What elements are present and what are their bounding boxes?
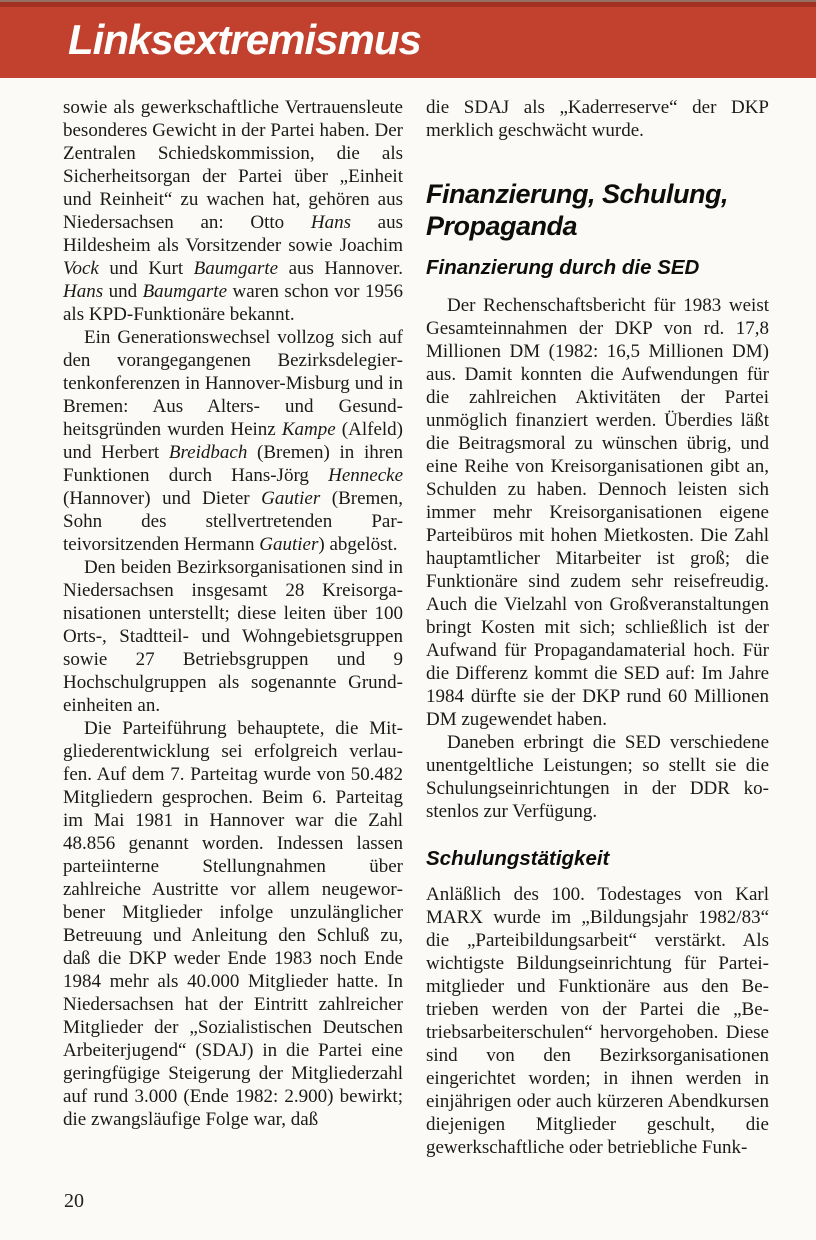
body-paragraph: sowie als gewerkschaftliche Vertrauensleute besonderes Gewicht in der Partei haben. Der Zentralen Schiedskommission, die als Sicherheitsorgan der Partei über „Einheit und Reinheit“ zu wachen hat, gehören aus Niedersachsen an: Otto Hans aus Hildesheim als Vorsitzender sowie Joachim Vock und Kurt Baumgarte aus Hannover. Hans und Baumgarte waren schon vor 1956 als KPD-Funktionäre bekannt. xyxy=(63,97,404,325)
section-heading-finanzierung-schulung-propaganda: Finanzierung, Schulung, Propaganda xyxy=(426,179,728,241)
body-paragraph: die SDAJ als „Kaderreserve“ der DKP merklich geschwächt wurde. xyxy=(426,97,769,141)
page-title: Linksextremismus xyxy=(68,16,421,63)
scan-edge-line xyxy=(0,0,816,2)
body-paragraph: Den beiden Bezirksorganisationen sind in Niedersachsen insgesamt 28 Kreisorganisationen unterstellt; diese leiten über 100 Orts-, Stadtteil- und Wohngebietsgruppen sowie 27 Betriebsgruppen und 9 Hochschulgruppen als sogenannte Grundeinheiten an. xyxy=(63,557,403,716)
body-paragraph: Der Rechenschaftsbericht für 1983 weist Gesamteinnahmen der DKP von rd. 17,8 Millionen DM (1982: 16,5 Millionen DM) aus. Damit konnten die Aufwendungen für die zahlreichen Aktivitäten der Partei unmöglich finanziert werden. Überdies läßt die Beitragsmoral zu wünschen übrig, und eine Reihe von Kreisorganisationen gibt an, Schulden zu haben. Dennoch leisten sich immer mehr Kreisorganisationen eigene Parteibüros mit hohen Mietkosten. Die Zahl hauptamtlicher Mitarbeiter ist groß; die Funktionäre sind zudem sehr reisefreudig. Auch die Vielzahl von Großveranstaltungen bringt Kosten mit sich; schließlich ist der Aufwand für Propagandamaterial hoch. Für die Differenz kommt die SED auf: Im Jahre 1984 dürfte sie der DKP rund 60 Millionen DM zugewendet haben. xyxy=(426,295,769,730)
two-column-text-area xyxy=(63,96,769,1159)
body-paragraph: Die Parteiführung behauptete, die Mitgliederentwicklung sei erfolgreich verlaufen. Auf dem 7. Parteitag wurde von 50.482 Mitgliedern gesprochen. Beim 6. Parteitag im Mai 1981 in Hannover war die Zahl 48.856 genannt worden. Indessen lassen parteiinterne Stellungnahmen über zahlreiche Austritte vor allem neugeworbener Mitglieder infolge unzulänglicher Betreuung und Anleitung den Schluß zu, daß die DKP weder Ende 1983 noch Ende 1984 mehr als 40.000 Mitglieder hatte. In Niedersachsen hat der Eintritt zahlreicher Mitglieder der „Sozialistischen Deutschen Arbeiterjugend“ (SDAJ) in die Partei eine geringfügige Steigerung der Mitgliederzahl auf rund 3.000 (Ende 1982: 2.900) bewirkt; die zwangsläufige Folge war, daß xyxy=(63,718,403,1130)
right-column xyxy=(426,96,769,1159)
body-paragraph: Daneben erbringt die SED verschiedene unentgeltliche Leistungen; so stellt sie die Schulungseinrichtungen in der DDR kostenlos zur Verfügung. xyxy=(426,732,769,822)
page-number: 20 xyxy=(64,1190,84,1212)
page-header-banner xyxy=(0,0,816,78)
body-paragraph: Anläßlich des 100. Todestages von Karl MARX wurde im „Bildungsjahr 1982/83“ die „Parteibildungsarbeit“ verstärkt. Als wichtigste Bildungseinrichtung für Parteimitglieder und Funktionäre aus den Betrieben werden von der Partei die „Betriebsarbeiterschulen“ hervorgehoben. Diese sind von den Bezirksorganisationen eingerichtet worden; in ihnen werden in einjährigen oder auch kürzeren Abendkursen diejenigen Mitglieder geschult, die gewerkschaftliche oder betriebliche Funk- xyxy=(426,884,769,1158)
subsection-heading-schulungstaetigkeit: Schulungstätigkeit xyxy=(426,847,610,870)
subsection-heading-finanzierung-sed: Finanzierung durch die SED xyxy=(426,256,700,279)
body-paragraph: Ein Generationswechsel vollzog sich auf den vorangegangenen Bezirksdelegiertenkonferenzen in Hannover-Misburg und in Bremen: Aus Alters- und Gesundheitsgründen wurden Heinz Kampe (Alfeld) und Herbert Breidbach (Bremen) in ihren Funktionen durch Hans-Jörg Hennecke (Hannover) und Dieter Gautier (Bremen, Sohn des stellvertretenden Parteivorsitzenden Hermann Gautier) abgelöst. xyxy=(63,327,403,555)
left-column xyxy=(63,96,403,1159)
